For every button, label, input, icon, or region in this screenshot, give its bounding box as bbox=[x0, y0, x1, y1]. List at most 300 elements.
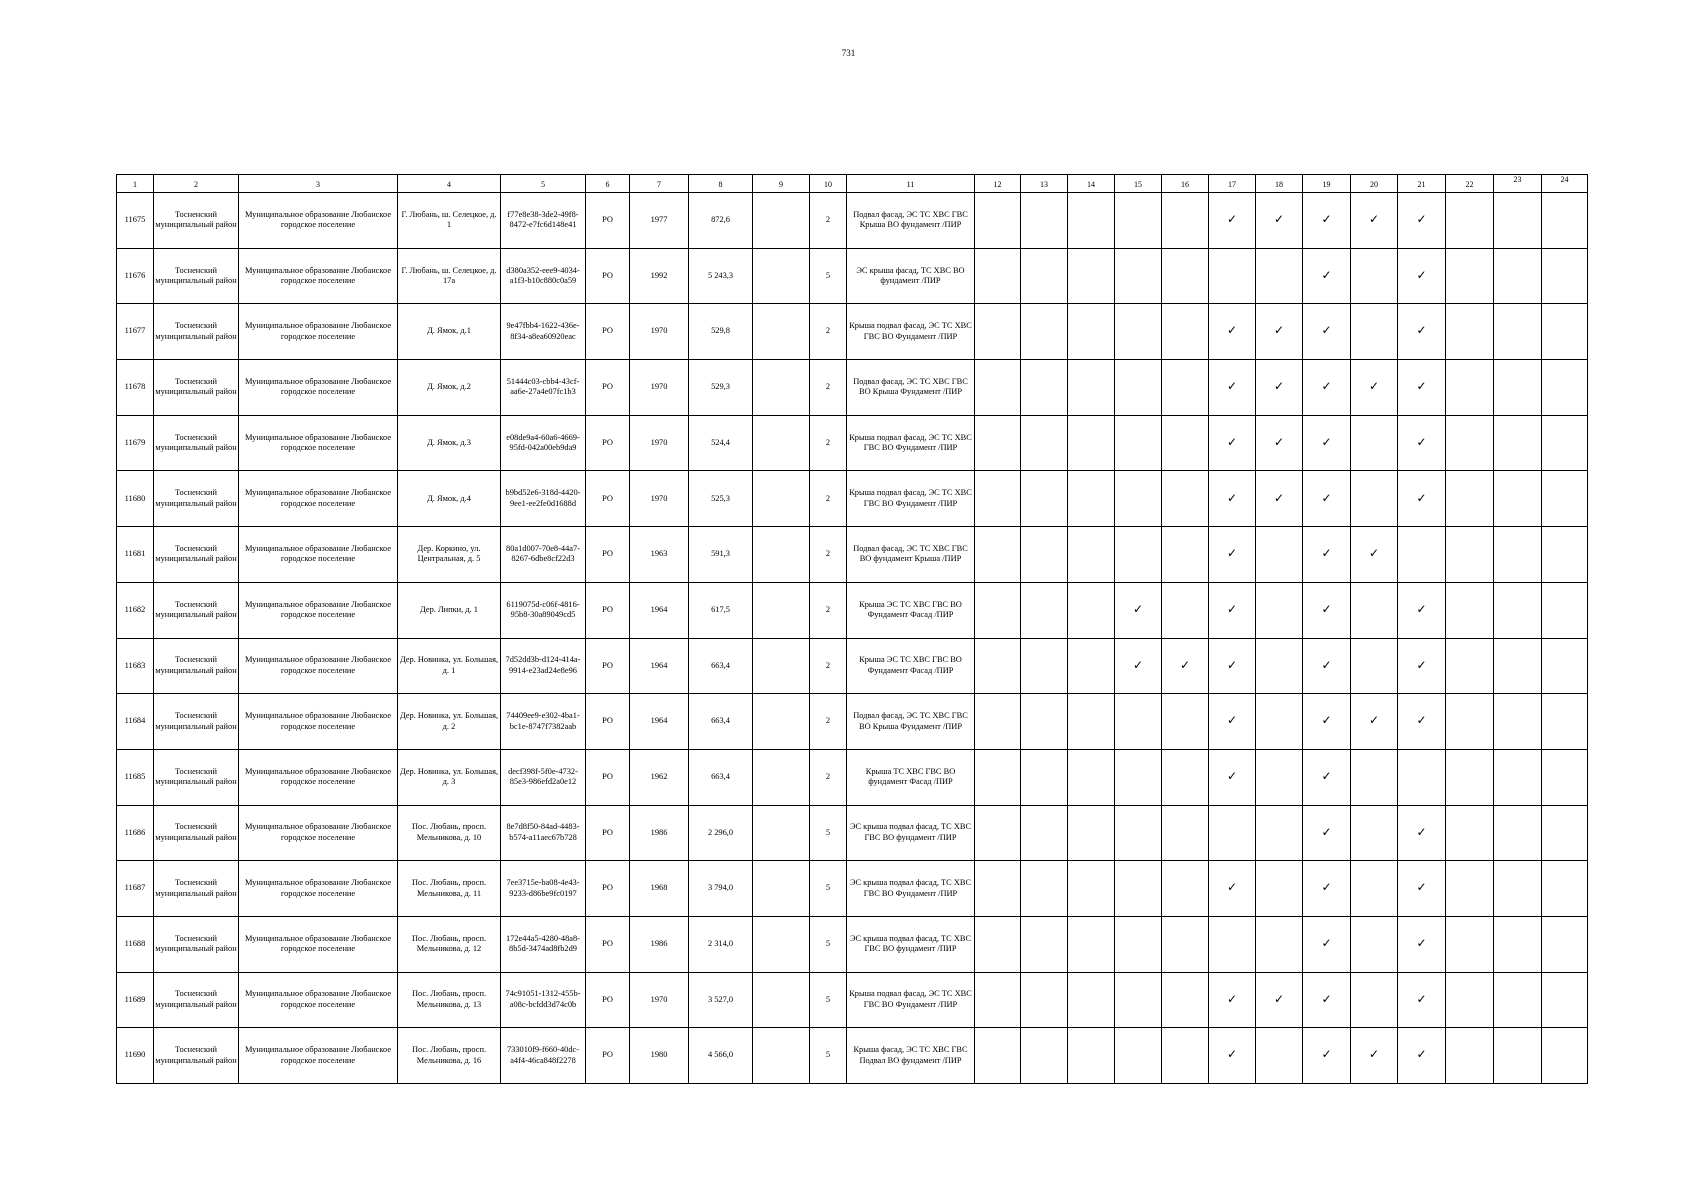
building-address: Дер. Липки, д. 1 bbox=[398, 582, 501, 638]
work-cell-col-21 bbox=[1398, 248, 1446, 304]
municipality-name: Муниципальное образование Любанское городское поселение bbox=[239, 1028, 398, 1084]
work-cell-col-18 bbox=[1256, 360, 1303, 416]
check-mark-icon: ✓ bbox=[1416, 490, 1427, 505]
work-cell-col-18 bbox=[1256, 193, 1303, 249]
table-row bbox=[117, 861, 1588, 917]
construction-year: 1964 bbox=[630, 694, 689, 750]
empty-work-cell-col-20 bbox=[1351, 248, 1398, 304]
check-mark-icon: ✓ bbox=[1416, 824, 1427, 839]
total-area: 872,6 bbox=[689, 193, 753, 249]
empty-work-cell-col-12 bbox=[975, 248, 1021, 304]
housing-table bbox=[116, 174, 1588, 1084]
work-cell-col-17 bbox=[1209, 582, 1256, 638]
district-name: Тосненский муниципальный район bbox=[154, 694, 239, 750]
empty-work-cell-col-14 bbox=[1068, 805, 1115, 861]
empty-work-cell-col-14 bbox=[1068, 749, 1115, 805]
table-row bbox=[117, 749, 1588, 805]
empty-work-cell-col-20 bbox=[1351, 304, 1398, 360]
column-header-22: 22 bbox=[1446, 175, 1494, 193]
work-cell-col-17 bbox=[1209, 861, 1256, 917]
record-number: 11690 bbox=[117, 1028, 154, 1084]
planned-works: ЭС крыша подвал фасад, ТС ХВС ГВС ВО фундамент /ПИР bbox=[847, 805, 975, 861]
check-mark-icon: ✓ bbox=[1321, 546, 1332, 561]
work-cell-col-21 bbox=[1398, 415, 1446, 471]
empty-work-cell-col-14 bbox=[1068, 415, 1115, 471]
planned-works: Крыша ТС ХВС ГВС ВО фундамент Фасад /ПИР bbox=[847, 749, 975, 805]
column-header-5: 5 bbox=[501, 175, 586, 193]
planned-works: Подвал фасад, ЭС ТС ХВС ГВС ВО фундамент Крыша /ПИР bbox=[847, 527, 975, 583]
empty-work-cell-col-12 bbox=[975, 527, 1021, 583]
work-cell-col-21 bbox=[1398, 972, 1446, 1028]
work-cell-col-21 bbox=[1398, 471, 1446, 527]
district-name: Тосненский муниципальный район bbox=[154, 527, 239, 583]
check-mark-icon: ✓ bbox=[1226, 768, 1238, 783]
empty-cell bbox=[753, 805, 810, 861]
building-address: Д. Ямок, д.3 bbox=[398, 415, 501, 471]
check-mark-icon: ✓ bbox=[1416, 713, 1427, 728]
planned-works: Крыша ЭС ТС ХВС ГВС ВО Фундамент Фасад /ПИР bbox=[847, 638, 975, 694]
empty-work-cell-col-22 bbox=[1446, 861, 1494, 917]
check-mark-icon: ✓ bbox=[1226, 379, 1238, 394]
district-name: Тосненский муниципальный район bbox=[154, 304, 239, 360]
building-guid: 80a1d007-70e8-44a7-8267-6dbe8cf22d3 bbox=[501, 527, 586, 583]
work-cell-col-20 bbox=[1351, 360, 1398, 416]
table-row bbox=[117, 415, 1588, 471]
check-mark-icon: ✓ bbox=[1226, 657, 1238, 672]
empty-work-cell-col-12 bbox=[975, 304, 1021, 360]
empty-work-cell-col-15 bbox=[1115, 972, 1162, 1028]
empty-work-cell-col-13 bbox=[1021, 861, 1068, 917]
floor-count: 2 bbox=[810, 582, 847, 638]
column-header-24: 24 bbox=[1542, 175, 1588, 193]
check-mark-icon: ✓ bbox=[1416, 657, 1427, 672]
work-cell-col-21 bbox=[1398, 360, 1446, 416]
empty-work-cell-col-23 bbox=[1494, 304, 1542, 360]
table-row bbox=[117, 304, 1588, 360]
record-number: 11689 bbox=[117, 972, 154, 1028]
empty-work-cell-col-13 bbox=[1021, 415, 1068, 471]
empty-work-cell-col-16 bbox=[1162, 304, 1209, 360]
planned-works: Подвал фасад, ЭС ТС ХВС ГВС ВО Крыша Фундамент /ПИР bbox=[847, 694, 975, 750]
floor-count: 2 bbox=[810, 694, 847, 750]
table-row bbox=[117, 638, 1588, 694]
construction-year: 1970 bbox=[630, 304, 689, 360]
construction-year: 1970 bbox=[630, 360, 689, 416]
municipality-name: Муниципальное образование Любанское городское поселение bbox=[239, 304, 398, 360]
empty-work-cell-col-23 bbox=[1494, 360, 1542, 416]
empty-work-cell-col-24 bbox=[1542, 1028, 1588, 1084]
table-row bbox=[117, 471, 1588, 527]
work-cell-col-19 bbox=[1303, 471, 1351, 527]
ownership-code: РО bbox=[586, 805, 630, 861]
municipality-name: Муниципальное образование Любанское городское поселение bbox=[239, 527, 398, 583]
empty-work-cell-col-13 bbox=[1021, 749, 1068, 805]
empty-cell bbox=[753, 1028, 810, 1084]
empty-work-cell-col-16 bbox=[1162, 582, 1209, 638]
building-guid: d380a352-eee9-4034-a1f3-b10c880c0a59 bbox=[501, 248, 586, 304]
column-header-12: 12 bbox=[975, 175, 1021, 193]
column-header-20: 20 bbox=[1351, 175, 1398, 193]
record-number: 11681 bbox=[117, 527, 154, 583]
building-guid: decf398f-5f0e-4732-85e3-986efd2a0e12 bbox=[501, 749, 586, 805]
check-mark-icon: ✓ bbox=[1321, 880, 1332, 895]
empty-work-cell-col-18 bbox=[1256, 527, 1303, 583]
column-header-13: 13 bbox=[1021, 175, 1068, 193]
building-address: Д. Ямок, д.4 bbox=[398, 471, 501, 527]
district-name: Тосненский муниципальный район bbox=[154, 805, 239, 861]
construction-year: 1970 bbox=[630, 471, 689, 527]
check-mark-icon: ✓ bbox=[1226, 434, 1238, 449]
planned-works: ЭС крыша фасад, ТС ХВС ВО фундамент /ПИР bbox=[847, 248, 975, 304]
empty-work-cell-col-13 bbox=[1021, 916, 1068, 972]
work-cell-col-17 bbox=[1209, 694, 1256, 750]
empty-work-cell-col-24 bbox=[1542, 193, 1588, 249]
district-name: Тосненский муниципальный район bbox=[154, 1028, 239, 1084]
check-mark-icon: ✓ bbox=[1226, 1047, 1238, 1062]
empty-work-cell-col-14 bbox=[1068, 471, 1115, 527]
empty-work-cell-col-20 bbox=[1351, 749, 1398, 805]
district-name: Тосненский муниципальный район bbox=[154, 415, 239, 471]
empty-work-cell-col-24 bbox=[1542, 471, 1588, 527]
empty-work-cell-col-16 bbox=[1162, 972, 1209, 1028]
ownership-code: РО bbox=[586, 415, 630, 471]
work-cell-col-17 bbox=[1209, 471, 1256, 527]
check-mark-icon: ✓ bbox=[1321, 490, 1332, 505]
municipality-name: Муниципальное образование Любанское городское поселение bbox=[239, 861, 398, 917]
check-mark-icon: ✓ bbox=[1132, 601, 1144, 616]
check-mark-icon: ✓ bbox=[1416, 379, 1427, 394]
check-mark-icon: ✓ bbox=[1226, 991, 1238, 1006]
check-mark-icon: ✓ bbox=[1321, 601, 1332, 616]
work-cell-col-17 bbox=[1209, 638, 1256, 694]
column-header-19: 19 bbox=[1303, 175, 1351, 193]
work-cell-col-21 bbox=[1398, 1028, 1446, 1084]
empty-work-cell-col-20 bbox=[1351, 415, 1398, 471]
empty-work-cell-col-23 bbox=[1494, 248, 1542, 304]
empty-work-cell-col-23 bbox=[1494, 415, 1542, 471]
check-mark-icon: ✓ bbox=[1416, 323, 1427, 338]
empty-work-cell-col-22 bbox=[1446, 304, 1494, 360]
empty-work-cell-col-18 bbox=[1256, 861, 1303, 917]
work-cell-col-17 bbox=[1209, 304, 1256, 360]
empty-work-cell-col-22 bbox=[1446, 805, 1494, 861]
empty-work-cell-col-13 bbox=[1021, 527, 1068, 583]
work-cell-col-19 bbox=[1303, 304, 1351, 360]
empty-work-cell-col-14 bbox=[1068, 248, 1115, 304]
empty-work-cell-col-24 bbox=[1542, 972, 1588, 1028]
column-header-9: 9 bbox=[753, 175, 810, 193]
district-name: Тосненский муниципальный район bbox=[154, 360, 239, 416]
empty-work-cell-col-24 bbox=[1542, 415, 1588, 471]
construction-year: 1968 bbox=[630, 861, 689, 917]
table-row bbox=[117, 916, 1588, 972]
building-guid: 74c91051-1312-455b-a08c-bcfdd3d74c0b bbox=[501, 972, 586, 1028]
work-cell-col-21 bbox=[1398, 304, 1446, 360]
work-cell-col-18 bbox=[1256, 972, 1303, 1028]
empty-work-cell-col-12 bbox=[975, 805, 1021, 861]
check-mark-icon: ✓ bbox=[1226, 323, 1238, 338]
work-cell-col-21 bbox=[1398, 582, 1446, 638]
work-cell-col-19 bbox=[1303, 861, 1351, 917]
floor-count: 5 bbox=[810, 248, 847, 304]
empty-work-cell-col-16 bbox=[1162, 916, 1209, 972]
check-mark-icon: ✓ bbox=[1273, 323, 1285, 338]
empty-work-cell-col-22 bbox=[1446, 582, 1494, 638]
building-address: Г. Любань, ш. Селецкое, д. 17а bbox=[398, 248, 501, 304]
work-cell-col-21 bbox=[1398, 861, 1446, 917]
column-header-23: 23 bbox=[1494, 175, 1542, 193]
planned-works: ЭС крыша подвал фасад, ТС ХВС ГВС ВО фундамент /ПИР bbox=[847, 916, 975, 972]
municipality-name: Муниципальное образование Любанское городское поселение bbox=[239, 582, 398, 638]
work-cell-col-21 bbox=[1398, 638, 1446, 694]
record-number: 11677 bbox=[117, 304, 154, 360]
building-address: Пос. Любань, просп. Мельникова, д. 16 bbox=[398, 1028, 501, 1084]
table-row bbox=[117, 1028, 1588, 1084]
empty-work-cell-col-22 bbox=[1446, 415, 1494, 471]
work-cell-col-19 bbox=[1303, 1028, 1351, 1084]
record-number: 11682 bbox=[117, 582, 154, 638]
construction-year: 1964 bbox=[630, 638, 689, 694]
work-cell-col-17 bbox=[1209, 749, 1256, 805]
work-cell-col-19 bbox=[1303, 527, 1351, 583]
empty-work-cell-col-16 bbox=[1162, 360, 1209, 416]
empty-work-cell-col-18 bbox=[1256, 694, 1303, 750]
work-cell-col-21 bbox=[1398, 805, 1446, 861]
work-cell-col-15 bbox=[1115, 582, 1162, 638]
table-row bbox=[117, 582, 1588, 638]
check-mark-icon: ✓ bbox=[1416, 880, 1427, 895]
empty-work-cell-col-23 bbox=[1494, 694, 1542, 750]
municipality-name: Муниципальное образование Любанское городское поселение bbox=[239, 749, 398, 805]
ownership-code: РО bbox=[586, 694, 630, 750]
empty-work-cell-col-23 bbox=[1494, 638, 1542, 694]
check-mark-icon: ✓ bbox=[1368, 546, 1380, 561]
column-header-21: 21 bbox=[1398, 175, 1446, 193]
building-guid: 172e44a5-4280-48a8-8b5d-3474ad8fb2d9 bbox=[501, 916, 586, 972]
empty-cell bbox=[753, 527, 810, 583]
ownership-code: РО bbox=[586, 1028, 630, 1084]
empty-work-cell-col-24 bbox=[1542, 861, 1588, 917]
empty-cell bbox=[753, 972, 810, 1028]
check-mark-icon: ✓ bbox=[1368, 379, 1380, 394]
empty-cell bbox=[753, 471, 810, 527]
empty-work-cell-col-24 bbox=[1542, 749, 1588, 805]
empty-work-cell-col-12 bbox=[975, 972, 1021, 1028]
check-mark-icon: ✓ bbox=[1368, 212, 1380, 227]
empty-work-cell-col-15 bbox=[1115, 471, 1162, 527]
record-number: 11687 bbox=[117, 861, 154, 917]
empty-work-cell-col-14 bbox=[1068, 304, 1115, 360]
district-name: Тосненский муниципальный район bbox=[154, 471, 239, 527]
total-area: 3 527,0 bbox=[689, 972, 753, 1028]
check-mark-icon: ✓ bbox=[1321, 323, 1332, 338]
check-mark-icon: ✓ bbox=[1226, 713, 1238, 728]
record-number: 11679 bbox=[117, 415, 154, 471]
empty-work-cell-col-18 bbox=[1256, 582, 1303, 638]
empty-cell bbox=[753, 582, 810, 638]
column-header-11: 11 bbox=[847, 175, 975, 193]
empty-work-cell-col-15 bbox=[1115, 805, 1162, 861]
empty-work-cell-col-20 bbox=[1351, 861, 1398, 917]
planned-works: Крыша подвал фасад, ЭС ТС ХВС ГВС ВО Фундамент /ПИР bbox=[847, 972, 975, 1028]
record-number: 11678 bbox=[117, 360, 154, 416]
check-mark-icon: ✓ bbox=[1416, 601, 1427, 616]
column-header-1: 1 bbox=[117, 175, 154, 193]
empty-work-cell-col-12 bbox=[975, 360, 1021, 416]
check-mark-icon: ✓ bbox=[1321, 379, 1332, 394]
work-cell-col-19 bbox=[1303, 360, 1351, 416]
check-mark-icon: ✓ bbox=[1416, 991, 1427, 1006]
empty-work-cell-col-12 bbox=[975, 694, 1021, 750]
building-address: Пос. Любань, просп. Мельникова, д. 12 bbox=[398, 916, 501, 972]
column-header-2: 2 bbox=[154, 175, 239, 193]
work-cell-col-20 bbox=[1351, 694, 1398, 750]
empty-cell bbox=[753, 916, 810, 972]
check-mark-icon: ✓ bbox=[1273, 434, 1285, 449]
check-mark-icon: ✓ bbox=[1273, 991, 1285, 1006]
empty-work-cell-col-12 bbox=[975, 916, 1021, 972]
building-guid: 8e7d8f50-84ad-4483-b574-a11aec67b728 bbox=[501, 805, 586, 861]
ownership-code: РО bbox=[586, 193, 630, 249]
column-header-8: 8 bbox=[689, 175, 753, 193]
work-cell-col-21 bbox=[1398, 916, 1446, 972]
work-cell-col-19 bbox=[1303, 582, 1351, 638]
total-area: 2 296,0 bbox=[689, 805, 753, 861]
empty-work-cell-col-13 bbox=[1021, 582, 1068, 638]
check-mark-icon: ✓ bbox=[1368, 713, 1380, 728]
empty-work-cell-col-23 bbox=[1494, 916, 1542, 972]
work-cell-col-17 bbox=[1209, 415, 1256, 471]
page-number: 731 bbox=[841, 48, 856, 58]
construction-year: 1970 bbox=[630, 415, 689, 471]
empty-work-cell-col-22 bbox=[1446, 471, 1494, 527]
total-area: 617,5 bbox=[689, 582, 753, 638]
check-mark-icon: ✓ bbox=[1416, 1047, 1427, 1062]
total-area: 591,3 bbox=[689, 527, 753, 583]
total-area: 529,3 bbox=[689, 360, 753, 416]
floor-count: 2 bbox=[810, 638, 847, 694]
empty-work-cell-col-14 bbox=[1068, 360, 1115, 416]
empty-work-cell-col-15 bbox=[1115, 527, 1162, 583]
empty-work-cell-col-14 bbox=[1068, 193, 1115, 249]
empty-work-cell-col-18 bbox=[1256, 1028, 1303, 1084]
empty-work-cell-col-15 bbox=[1115, 304, 1162, 360]
total-area: 663,4 bbox=[689, 638, 753, 694]
construction-year: 1992 bbox=[630, 248, 689, 304]
empty-work-cell-col-18 bbox=[1256, 749, 1303, 805]
check-mark-icon: ✓ bbox=[1416, 212, 1427, 227]
municipality-name: Муниципальное образование Любанское городское поселение bbox=[239, 638, 398, 694]
empty-work-cell-col-24 bbox=[1542, 638, 1588, 694]
work-cell-col-19 bbox=[1303, 193, 1351, 249]
check-mark-icon: ✓ bbox=[1132, 657, 1144, 672]
district-name: Тосненский муниципальный район bbox=[154, 916, 239, 972]
check-mark-icon: ✓ bbox=[1416, 936, 1427, 951]
ownership-code: РО bbox=[586, 916, 630, 972]
empty-work-cell-col-24 bbox=[1542, 360, 1588, 416]
empty-work-cell-col-22 bbox=[1446, 749, 1494, 805]
check-mark-icon: ✓ bbox=[1321, 267, 1332, 282]
work-cell-col-19 bbox=[1303, 415, 1351, 471]
planned-works: Крыша подвал фасад, ЭС ТС ХВС ГВС ВО Фундамент /ПИР bbox=[847, 304, 975, 360]
planned-works: Подвал фасад, ЭС ТС ХВС ГВС ВО Крыша Фундамент /ПИР bbox=[847, 360, 975, 416]
municipality-name: Муниципальное образование Любанское городское поселение bbox=[239, 805, 398, 861]
empty-cell bbox=[753, 193, 810, 249]
empty-cell bbox=[753, 861, 810, 917]
empty-work-cell-col-16 bbox=[1162, 861, 1209, 917]
empty-work-cell-col-13 bbox=[1021, 193, 1068, 249]
planned-works: Подвал фасад, ЭС ТС ХВС ГВС Крыша ВО фундамент /ПИР bbox=[847, 193, 975, 249]
ownership-code: РО bbox=[586, 749, 630, 805]
floor-count: 5 bbox=[810, 1028, 847, 1084]
empty-work-cell-col-16 bbox=[1162, 193, 1209, 249]
building-guid: b9bd52e6-318d-4420-9ee1-ee2fe0d1688d bbox=[501, 471, 586, 527]
total-area: 4 566,0 bbox=[689, 1028, 753, 1084]
work-cell-col-18 bbox=[1256, 304, 1303, 360]
empty-work-cell-col-14 bbox=[1068, 638, 1115, 694]
empty-work-cell-col-23 bbox=[1494, 527, 1542, 583]
check-mark-icon: ✓ bbox=[1321, 991, 1332, 1006]
construction-year: 1964 bbox=[630, 582, 689, 638]
empty-work-cell-col-13 bbox=[1021, 638, 1068, 694]
check-mark-icon: ✓ bbox=[1321, 936, 1332, 951]
column-header-18: 18 bbox=[1256, 175, 1303, 193]
record-number: 11685 bbox=[117, 749, 154, 805]
empty-work-cell-col-13 bbox=[1021, 304, 1068, 360]
work-cell-col-17 bbox=[1209, 972, 1256, 1028]
work-cell-col-18 bbox=[1256, 471, 1303, 527]
empty-work-cell-col-14 bbox=[1068, 582, 1115, 638]
empty-cell bbox=[753, 248, 810, 304]
ownership-code: РО bbox=[586, 304, 630, 360]
empty-work-cell-col-13 bbox=[1021, 1028, 1068, 1084]
floor-count: 5 bbox=[810, 805, 847, 861]
empty-work-cell-col-20 bbox=[1351, 582, 1398, 638]
table-row bbox=[117, 248, 1588, 304]
empty-work-cell-col-23 bbox=[1494, 749, 1542, 805]
table-row bbox=[117, 193, 1588, 249]
planned-works: ЭС крыша подвал фасад, ТС ХВС ГВС ВО Фундамент /ПИР bbox=[847, 861, 975, 917]
column-number-row bbox=[117, 175, 1588, 193]
municipality-name: Муниципальное образование Любанское городское поселение bbox=[239, 193, 398, 249]
check-mark-icon: ✓ bbox=[1273, 490, 1285, 505]
total-area: 663,4 bbox=[689, 694, 753, 750]
empty-cell bbox=[753, 360, 810, 416]
empty-work-cell-col-16 bbox=[1162, 248, 1209, 304]
check-mark-icon: ✓ bbox=[1273, 379, 1285, 394]
empty-work-cell-col-23 bbox=[1494, 1028, 1542, 1084]
work-cell-col-17 bbox=[1209, 360, 1256, 416]
building-guid: 74409ee9-e302-4ba1-bc1e-8747f7382aab bbox=[501, 694, 586, 750]
empty-work-cell-col-18 bbox=[1256, 638, 1303, 694]
check-mark-icon: ✓ bbox=[1321, 657, 1332, 672]
building-address: Г. Любань, ш. Селецкое, д. 1 bbox=[398, 193, 501, 249]
work-cell-col-18 bbox=[1256, 415, 1303, 471]
building-address: Дер. Новинка, ул. Большая, д. 2 bbox=[398, 694, 501, 750]
empty-work-cell-col-14 bbox=[1068, 972, 1115, 1028]
municipality-name: Муниципальное образование Любанское городское поселение bbox=[239, 972, 398, 1028]
construction-year: 1970 bbox=[630, 972, 689, 1028]
municipality-name: Муниципальное образование Любанское городское поселение bbox=[239, 471, 398, 527]
building-address: Пос. Любань, просп. Мельникова, д. 11 bbox=[398, 861, 501, 917]
record-number: 11686 bbox=[117, 805, 154, 861]
planned-works: Крыша подвал фасад, ЭС ТС ХВС ГВС ВО Фундамент /ПИР bbox=[847, 415, 975, 471]
empty-work-cell-col-21 bbox=[1398, 749, 1446, 805]
empty-cell bbox=[753, 304, 810, 360]
empty-work-cell-col-13 bbox=[1021, 360, 1068, 416]
empty-work-cell-col-13 bbox=[1021, 694, 1068, 750]
total-area: 524,4 bbox=[689, 415, 753, 471]
